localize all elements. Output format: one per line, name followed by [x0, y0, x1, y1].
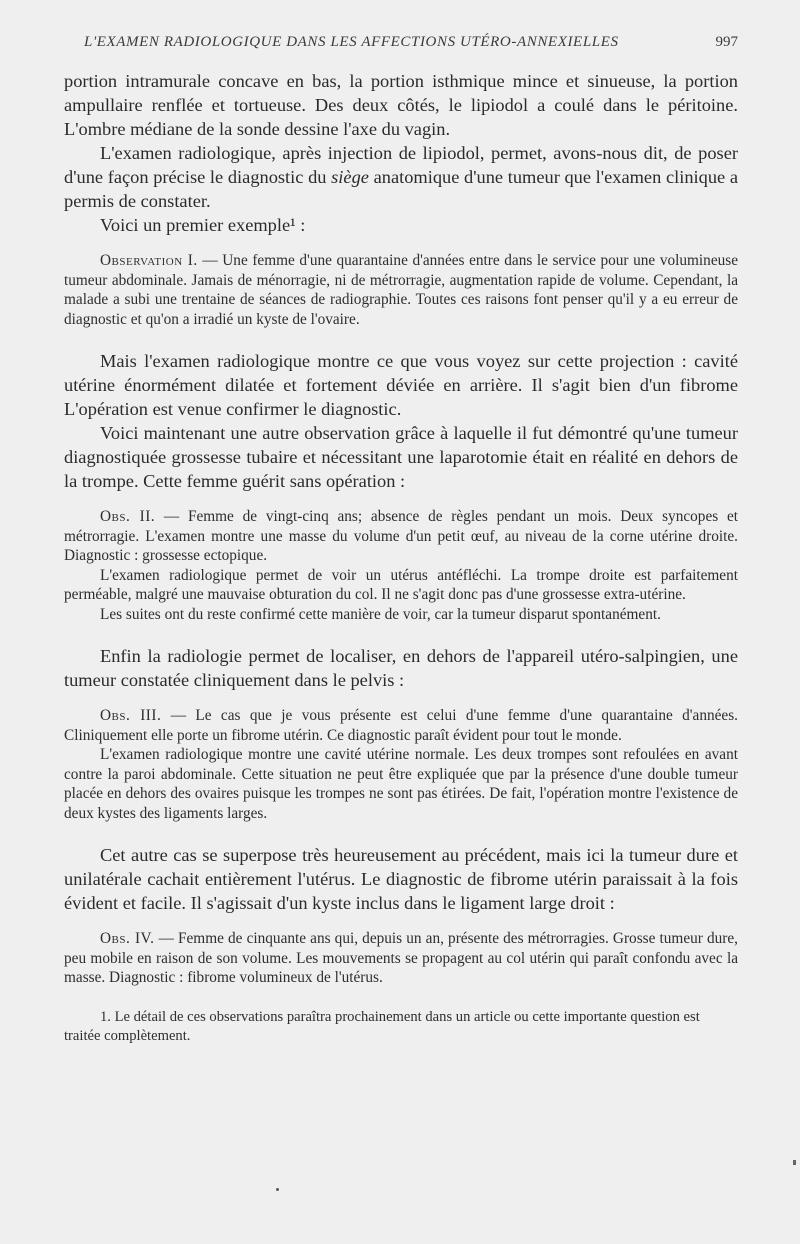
- footnote: 1. Le détail de ces observations paraîtra prochainement dans un article ou cette importante question est traitée complètement.: [64, 1008, 700, 1044]
- running-header: [64, 34, 738, 51]
- observation-4-label: Obs. IV.: [100, 930, 155, 947]
- paragraph-first-example: Voici un premier exemple¹ :: [100, 215, 306, 235]
- page: [64, 34, 738, 1046]
- observation-4: Obs. IV. — Femme de cinquante ans qui, depuis un an, présente des métrorragies. Grosse tumeur dure, peu mobile en raison de son volume. Les mouvements se propagent au col utérin qui paraît confondu avec la masse. Diagnostic : fibrome volumineux de l'utérus.: [64, 930, 738, 986]
- observation-2: Obs. II. — Femme de vingt-cinq ans; absence de règles pendant un mois. Deux syncopes et métrorragie. L'examen montre une masse du volume d'un petit œuf, au niveau de la corne utérine droite. Diagnostic : grossesse ectopique.: [64, 508, 738, 564]
- running-title: L'EXAMEN RADIOLOGIQUE DANS LES AFFECTIONS UTÉRO-ANNEXIELLES: [84, 34, 619, 50]
- observation-1-label: Observation I.: [100, 252, 198, 269]
- observation-2-paragraph-3: Les suites ont du reste confirmé cette manière de voir, car la tumeur disparut spontanément.: [100, 605, 661, 623]
- paragraph-localisation: Enfin la radiologie permet de localiser, en dehors de l'appareil utéro-salpingien, une tumeur constatée cliniquement dans le pelvis :: [64, 646, 738, 690]
- paragraph-other-case: Cet autre cas se superpose très heureusement au précédent, mais ici la tumeur dure et unilatérale cachait entièrement l'utérus. Le diagnostic de fibrome utérin paraissait à la fois évident et facile. Il s'agissait d'un kyste inclus dans le ligament large droit :: [64, 845, 738, 913]
- paragraph-radiology-result: Mais l'examen radiologique montre ce que vous voyez sur cette projection : cavité utérine énormément dilatée et fortement déviée en arrière. Il s'agit bien d'un fibrome L'opération est venue confirmer le diagnostic.: [64, 351, 738, 419]
- observation-3-label: Obs. III.: [100, 707, 162, 724]
- paragraph-continuation: portion intramurale concave en bas, la portion isthmique mince et sinueuse, la portion ampullaire renflée et tortueuse. Des deux côtés, le lipiodol a coulé dans le péritoine. L'ombre médiane de la sonde dessine l'axe du vagin.: [64, 71, 738, 139]
- observation-3: Obs. III. — Le cas que je vous présente est celui d'une femme d'une quarantaine d'années. Cliniquement elle porte un fibrome utérin. Ce diagnostic paraît évident pour tout le monde.: [64, 707, 738, 744]
- paragraph-second-observation: Voici maintenant une autre observation grâce à laquelle il fut démontré qu'une tumeur diagnostiquée grossesse tubaire et nécessitant une laparotomie était en réalité en dehors de la trompe. Cette femme guérit sans opération :: [64, 423, 738, 491]
- print-speck: [276, 1188, 279, 1191]
- observation-1: Observation I. — Une femme d'une quarantaine d'années entre dans le service pour une volumineuse tumeur abdominale. Jamais de ménorragie, ni de métrorragie, augmentation rapide de volume. Cependant, la malade a subi une trentaine de séances de radiographie. Toutes ces raisons font penser qu'il y a eu erreur de diagnostic et qu'on a irradié un kyste de l'ovaire.: [64, 252, 738, 328]
- paragraph-diagnosis-site: L'examen radiologique, après injection de lipiodol, permet, avons-nous dit, de poser d'une façon précise le diagnostic du siège anatomique d'une tumeur que l'examen clinique a permis de constater.: [64, 143, 738, 211]
- edge-speck: [793, 1160, 796, 1165]
- observation-2-label: Obs. II.: [100, 508, 156, 525]
- observation-3-paragraph-2: L'examen radiologique montre une cavité utérine normale. Les deux trompes sont refoulées en avant contre la paroi abdominale. Cette situation ne peut être expliquée que par la présence d'une double tumeur placée en dehors des ovaires puisque les trompes ne sont pas étirées. De fait, l'opération montre l'existence de deux kystes des ligaments larges.: [64, 746, 738, 822]
- page-number: 997: [715, 34, 738, 50]
- observation-2-paragraph-2: L'examen radiologique permet de voir un utérus antéfléchi. La trompe droite est parfaitement perméable, malgré une mauvaise obturation du col. Il ne s'agit donc pas d'une grossesse extra-utérine.: [64, 566, 738, 603]
- italic-term: siège: [331, 167, 369, 187]
